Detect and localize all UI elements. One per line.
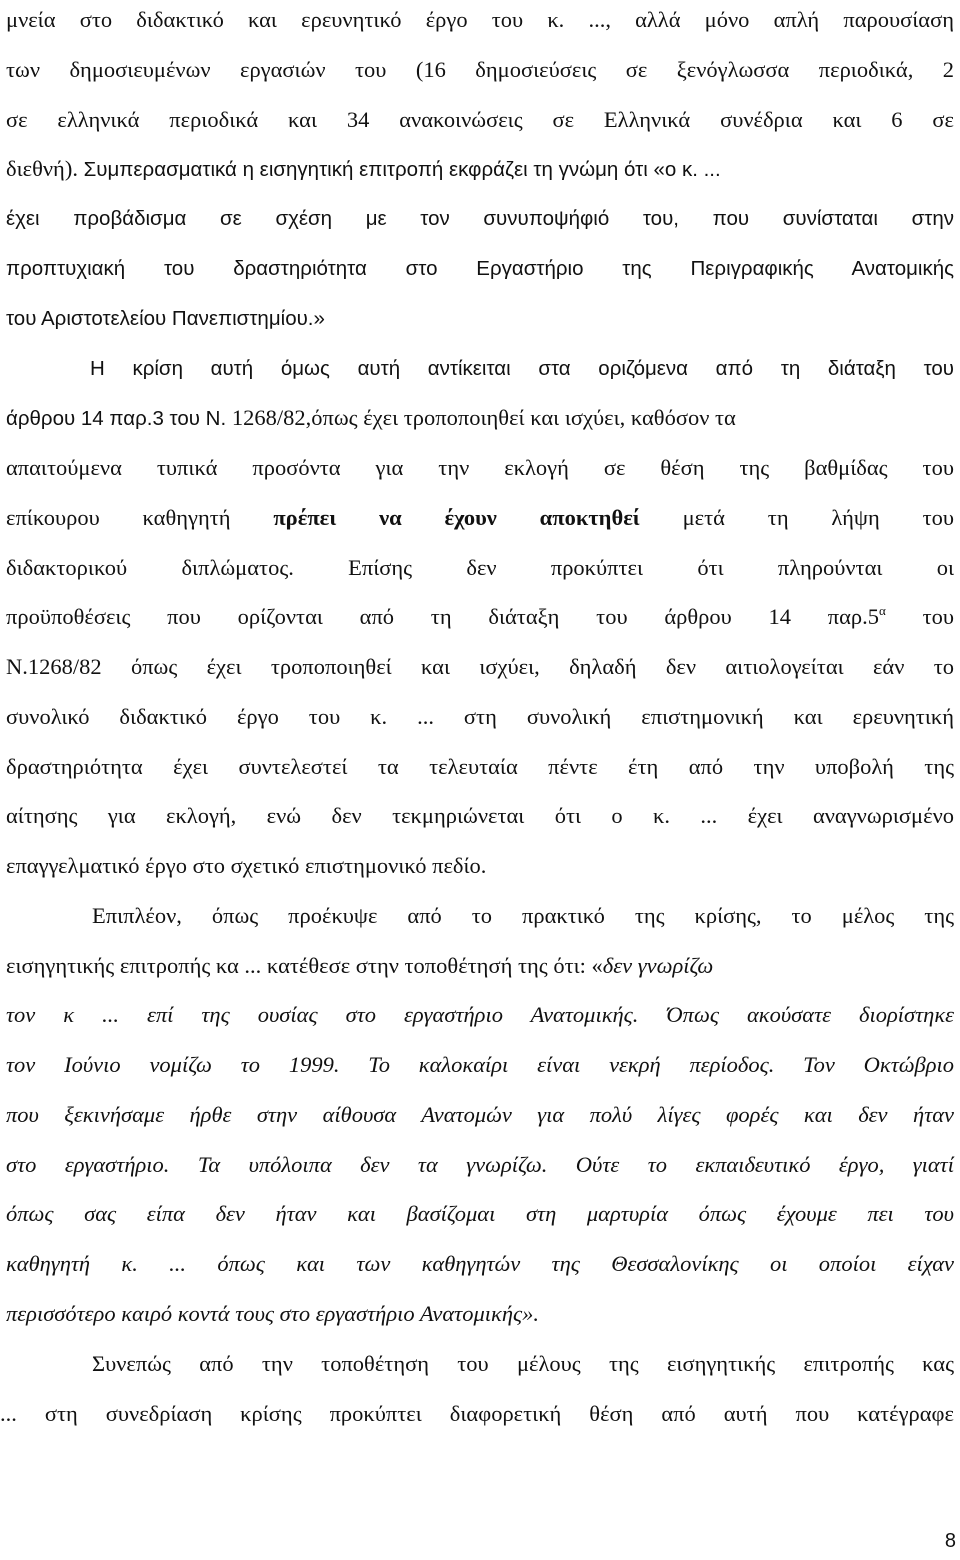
text-line	[6, 703, 954, 731]
italic-text-run: στο εργαστήριο. Τα υπόλοιπα δεν τα γνωρίζω. Ούτε το εκπαιδευτικό έργο, γιατί	[6, 1152, 954, 1177]
text-line	[6, 106, 954, 134]
text-run-sans: έχει προβάδισμα σε σχέση με τον συνυποψήφιό του, που συνίσταται στην	[6, 207, 954, 230]
text-line	[6, 205, 954, 233]
text-run: δραστηριότητα έχει συντελεστεί τα τελευταία πέντε έτη από την υποβολή της	[6, 754, 954, 779]
text-run-sans: Η κρίση αυτή όμως αυτή αντίκειται στα οριζόμενα από τη διάταξη του	[90, 357, 954, 380]
text-line	[6, 1151, 954, 1179]
text-run: προϋποθέσεις που ορίζονται από τη διάταξη του άρθρου 14 παρ.5	[6, 604, 880, 629]
text-line	[6, 952, 954, 980]
text-line	[6, 155, 954, 183]
text-line	[0, 1400, 954, 1428]
text-line	[6, 852, 954, 880]
text-line	[6, 305, 954, 333]
italic-text-run: δεν γνωρίζω	[602, 953, 714, 978]
text-line	[6, 753, 954, 781]
text-line	[6, 56, 954, 84]
text-run: Συνεπώς από την τοποθέτηση του μέλους της εισηγητικής επιτροπής κας	[92, 1351, 954, 1376]
text-run: διδακτορικού διπλώματος. Επίσης δεν προκύπτει ότι πληρούνται οι	[6, 555, 954, 580]
text-run: συνολικό διδακτικό έργο του κ. ... στη συνολική επιστημονική και ερευνητική	[6, 704, 954, 729]
text-line	[6, 404, 954, 432]
text-run-sans: του Αριστοτελείου Πανεπιστημίου.»	[6, 307, 325, 330]
text-line	[90, 355, 954, 383]
italic-text-run: τον κ ... επί της ουσίας στο εργαστήριο Ανατομικής. Όπως ακούσατε διορίστηκε	[6, 1002, 954, 1027]
text-line	[92, 1350, 954, 1378]
text-line	[92, 902, 954, 930]
italic-text-run: περισσότερο καιρό κοντά τους στο εργαστήριο Ανατομικής».	[6, 1301, 539, 1326]
text-run: μετά τη λήψη του	[639, 505, 955, 530]
text-run-sans: άρθρου 14 παρ.3 του Ν.	[6, 407, 232, 430]
text-run: μνεία στο διδακτικό και ερευνητικό έργο του κ. ..., αλλά μόνο απλή παρουσίαση	[6, 7, 954, 32]
text-line	[6, 1250, 954, 1278]
text-run: απαιτούμενα τυπικά προσόντα για την εκλογή σε θέση της βαθμίδας του	[6, 455, 954, 480]
text-line	[6, 1051, 954, 1079]
text-run: ... στη συνεδρίαση κρίσης προκύπτει διαφορετική θέση από αυτή που κατέγραφε	[0, 1401, 954, 1426]
text-run: διεθνή).	[6, 156, 84, 181]
text-run: σε ελληνικά περιοδικά και 34 ανακοινώσεις σε Ελληνικά συνέδρια και 6 σε	[6, 107, 954, 132]
text-run: επαγγελματικό έργο στο σχετικό επιστημονικό πεδίο.	[6, 853, 487, 878]
text-run-sans: προπτυχιακή του δραστηριότητα στο Εργαστήριο της Περιγραφικής Ανατομικής	[6, 257, 954, 280]
text-run: των δημοσιευμένων εργασιών του (16 δημοσιεύσεις σε ξενόγλωσσα περιοδικά, 2	[6, 57, 954, 82]
text-line	[6, 6, 954, 34]
text-run: 1268/82,όπως έχει τροποποιηθεί και ισχύει, καθόσον τα	[231, 405, 736, 430]
text-run: αίτησης για εκλογή, ενώ δεν τεκμηριώνεται ότι ο κ. ... έχει αναγνωρισμένο	[6, 803, 954, 828]
italic-text-run: που ξεκινήσαμε ήρθε στην αίθουσα Ανατομών για πολύ λίγες φορές και δεν ήταν	[6, 1102, 954, 1127]
text-line	[6, 255, 954, 283]
text-line	[6, 653, 954, 681]
text-run: Επιπλέον, όπως προέκυψε από το πρακτικό της κρίσης, το μέλος της	[92, 903, 954, 928]
text-line	[6, 1101, 954, 1129]
bold-text-run: πρέπει να έχουν αποκτηθεί	[273, 505, 640, 530]
superscript: α	[879, 603, 886, 618]
text-line	[6, 1300, 954, 1328]
text-line	[6, 454, 954, 482]
text-line	[6, 603, 954, 631]
text-run: του	[885, 604, 955, 629]
text-line	[6, 504, 954, 532]
text-run-sans: Συμπερασματικά η εισηγητική επιτροπή εκφράζει τη γνώμη ότι «ο κ. ...	[83, 158, 721, 181]
text-line	[6, 802, 954, 830]
italic-text-run: τον Ιούνιο νομίζω το 1999. Το καλοκαίρι είναι νεκρή περίοδος. Τον Οκτώβριο	[6, 1052, 954, 1077]
italic-text-run: όπως σας είπα δεν ήταν και βασίζομαι στη μαρτυρία όπως έχουμε πει του	[6, 1201, 954, 1226]
text-line	[6, 1001, 954, 1029]
text-line	[6, 554, 954, 582]
italic-text-run: καθηγητή κ. ... όπως και των καθηγητών της Θεσσαλονίκης οι οποίοι είχαν	[6, 1251, 954, 1276]
text-run: επίκουρου καθηγητή	[6, 505, 274, 530]
page-number: 8	[944, 1530, 956, 1552]
text-line	[6, 1200, 954, 1228]
text-run: Ν.1268/82 όπως έχει τροποποιηθεί και ισχύει, δηλαδή δεν αιτιολογείται εάν το	[6, 654, 954, 679]
text-run: εισηγητικής επιτροπής κα ... κατέθεσε στην τοποθέτησή της ότι: «	[6, 953, 603, 978]
